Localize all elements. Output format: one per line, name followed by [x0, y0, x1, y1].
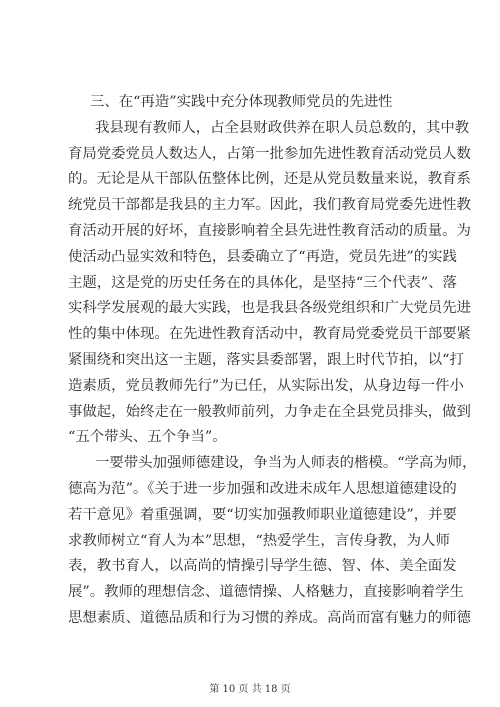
- text-line: 思想素质、道德品质和行为习惯的养成。高尚而富有魅力的师德: [68, 609, 471, 626]
- text-line: 若干意见》着重强调，要“切实加强教师职业道德建设”，并要: [68, 506, 457, 523]
- text-line: 育局党委党员人数达人，占第一批参加先进性教育活动党员人数: [68, 145, 471, 162]
- text-line: 事做起，始终走在一般教师前列，力争走在全县党员排头，做到: [68, 403, 471, 420]
- text-line: 表，教书育人，以高尚的情操引导学生德、智、体、美全面发: [68, 558, 457, 575]
- text-line: 求教师树立“育人为本”思想，“热爱学生，言传身教，为人师: [68, 532, 450, 549]
- page-footer: 第 10 页 共 18 页: [209, 684, 291, 695]
- text-line: 主题，这是党的历史任务在的具体化，是坚持“三个代表”、落: [68, 274, 457, 291]
- text-line: 的。无论是从干部队伍整体比例，还是从党员数量来说，教育系: [68, 171, 471, 188]
- text-line: 德高为范”。《关于进一步加强和改进未成年人思想道德建设的: [68, 480, 457, 497]
- text-line: 造素质，党员教师先行”为已任，从实际出发，从身边每一件小: [68, 377, 464, 394]
- section-heading: 三、在“再造”实践中充分体现教师党员的先进性: [90, 94, 393, 110]
- document-body: [68, 90, 477, 632]
- text-line: 实科学发展观的最大实践，也是我县各级党组织和广大党员先进: [68, 300, 471, 317]
- text-line: 一要带头加强师德建设，争当为人师表的楷模。“学高为师，: [95, 455, 477, 472]
- text-line: 育活动开展的好坏，直接影响着全县先进性教育活动的质量。为: [68, 222, 471, 239]
- text-line: 我县现有教师人，占全县财政供养在职人员总数的，其中教: [95, 119, 470, 136]
- text-line: 统党员干部都是我县的主力军。因此，我们教育局党委先进性教: [68, 197, 471, 214]
- paragraph-1: [68, 116, 471, 451]
- text-line: 性的集中体现。在先进性教育活动中，教育局党委党员干部要紧: [68, 326, 471, 343]
- text-line: 使活动凸显实效和特色，县委确立了“再造，党员先进”的实践: [68, 248, 457, 265]
- text-line: “五个带头、五个争当”。: [68, 429, 227, 446]
- paragraph-2: [68, 451, 477, 632]
- text-line: 紧围绕和突出这一主题，落实县委部署，跟上时代节拍，以“打: [68, 351, 464, 368]
- text-line: 展”。教师的理想信念、道德情操、人格魅力，直接影响着学生: [68, 584, 464, 601]
